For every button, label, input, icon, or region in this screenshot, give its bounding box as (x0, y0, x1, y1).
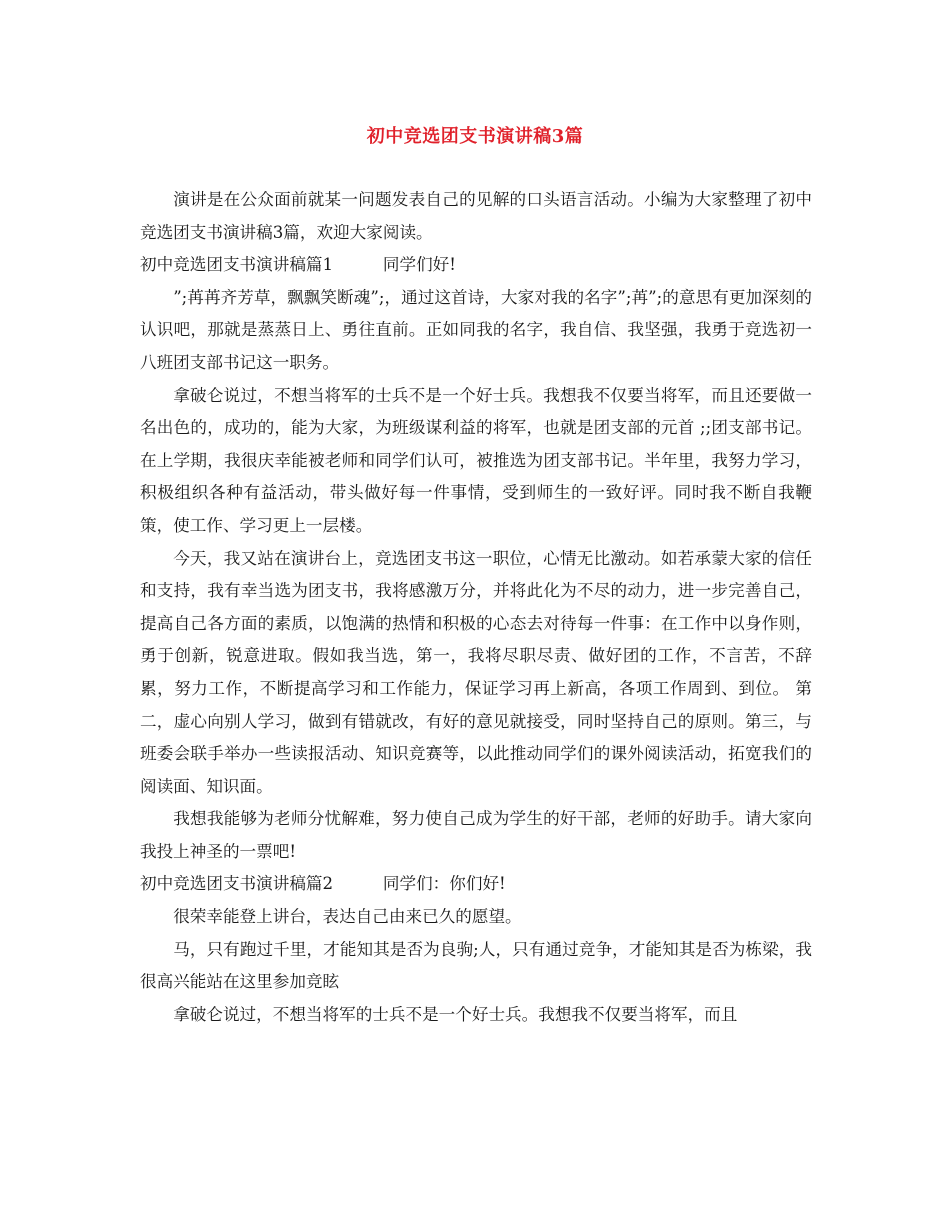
section-greeting: 同学们好! (382, 255, 456, 275)
section-title: 初中竞选团支书演讲稿篇2 (140, 874, 334, 894)
section-greeting: 同学们：你们好! (382, 874, 506, 894)
paragraph: 很荣幸能登上讲台，表达自己由来已久的愿望。 (173, 907, 522, 927)
document-title: 初中竞选团支书演讲稿3篇 (366, 126, 584, 147)
paragraph: 拿破仑说过，不想当将军的士兵不是一个好士兵。我想我不仅要当将军，而且还要做一名出色的，成功的，能为大家，为班级谋利益的将军，也就是团支部的元首 ;;团支部书记。在上学期，我很庆幸能被老师和同学们认可，被推选为团支部书记。半年里，我努力学习，积极组织各种有益活动，带头做好每一件事情，受到师生的一致好评。同时我不断自我鞭策，使工作、学习更上一层楼。 (140, 385, 812, 535)
section-heading (140, 868, 812, 901)
paragraph: 我想我能够为老师分忧解难，努力使自己成为学生的好干部，老师的好助手。请大家向我投上神圣的一票吧! (140, 809, 812, 861)
document-body (140, 184, 812, 1031)
section-heading (140, 249, 812, 282)
paragraph: 拿破仑说过，不想当将军的士兵不是一个好士兵。我想我不仅要当将军，而且 (173, 1004, 738, 1024)
section-title: 初中竞选团支书演讲稿篇1 (140, 255, 334, 275)
paragraph: 马，只有跑过千里，才能知其是否为良驹;人，只有通过竞争，才能知其是否为栋梁，我很高兴能站在这里参加竞眩 (140, 939, 812, 992)
paragraph: 演讲是在公众面前就某一问题发表自己的见解的口头语言活动。小编为大家整理了初中竞选团支书演讲稿3篇，欢迎大家阅读。 (140, 190, 812, 242)
paragraph: ”;苒苒齐芳草，飘飘笑断魂”;，通过这首诗，大家对我的名字”;苒”;的意思有更加深刻的认识吧，那就是蒸蒸日上、勇往直前。正如同我的名字，我自信、我坚强，我勇于竞选初一八班团支部书记这一职务。 (140, 287, 812, 372)
paragraph: 今天，我又站在演讲台上，竞选团支书这一职位，心情无比激动。如若承蒙大家的信任和支持，我有幸当选为团支书，我将感激万分，并将此化为不尽的动力，进一步完善自己，提高自己各方面的素质，以饱满的热情和积极的心态去对待每一件事：在工作中以身作则，勇于创新，锐意进取。假如我当选，第一，我将尽职尽责、做好团的工作，不言苦，不辞累，努力工作，不断提高学习和工作能力，保证学习再上新高，各项工作周到、到位。 第二，虚心向别人学习，做到有错就改，有好的意见就接受，同时坚持自己的原则。第三，与班委会联手举办一些读报活动、知识竞赛等，以此推动同学们的课外阅读活动，拓宽我们的阅读面、知识面。 (140, 548, 812, 796)
